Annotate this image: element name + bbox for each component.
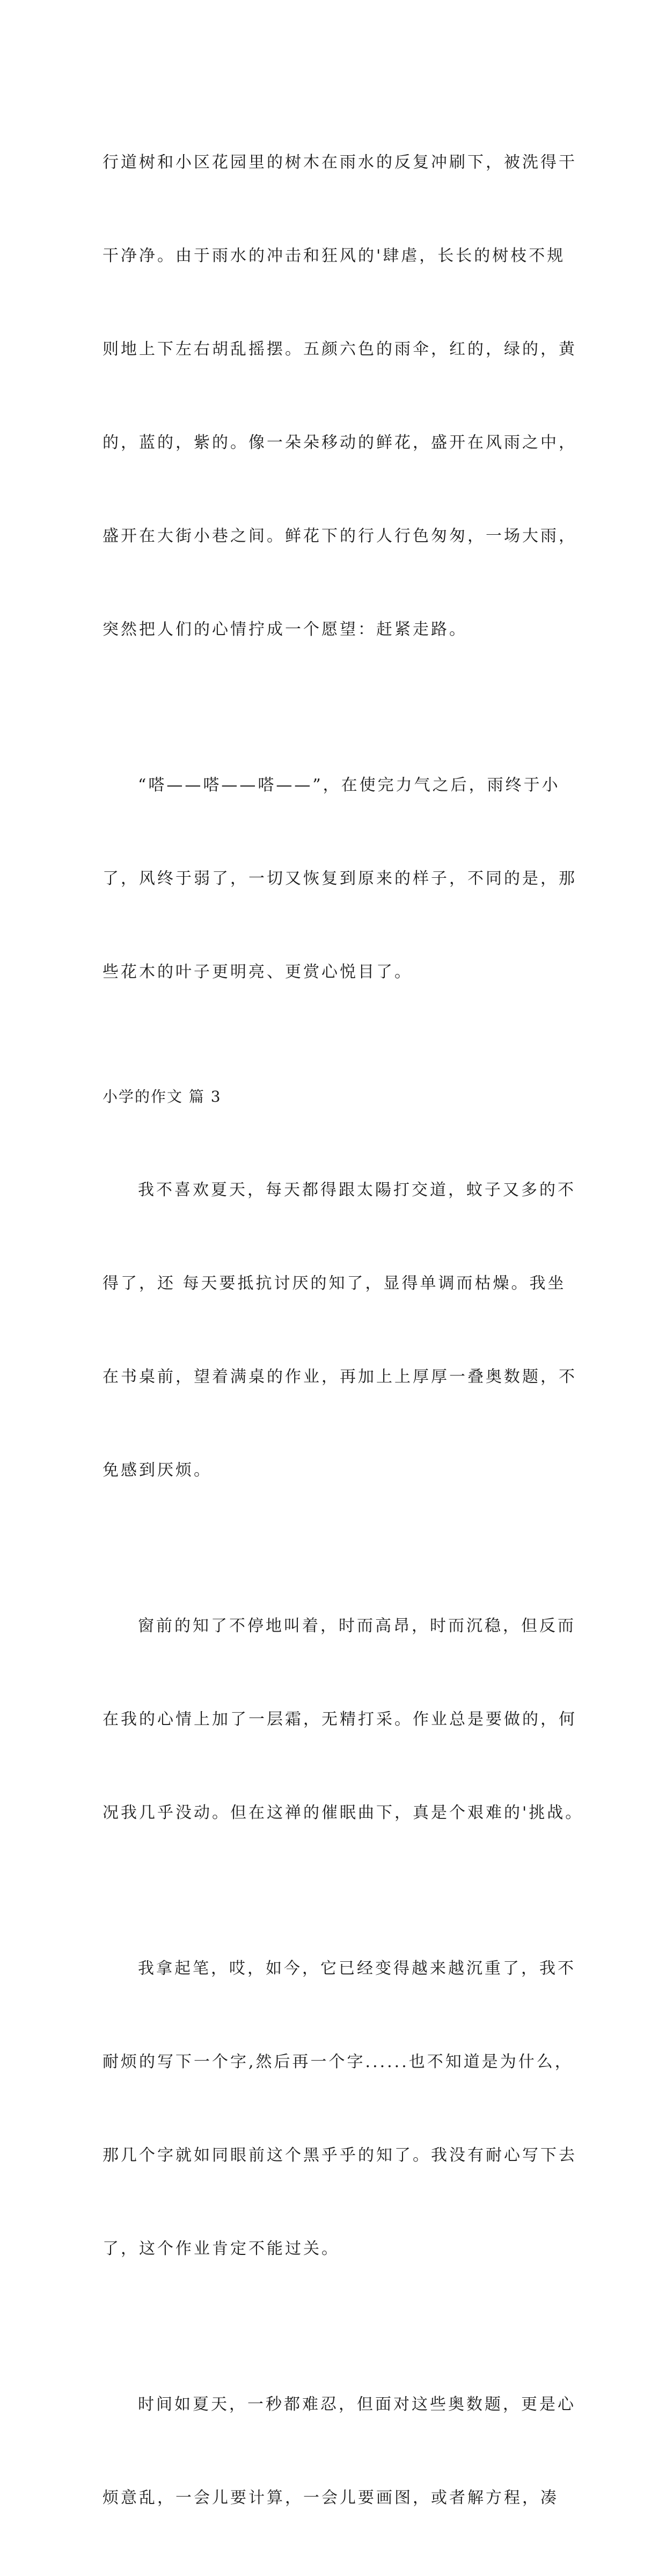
text-line: “嗒——嗒——嗒——”，在使完力气之后，雨终于小 [138,776,560,795]
paragraph-rain-stops [103,708,575,1050]
text-line: 的，蓝的，紫的。像一朵朵移动的鲜花，盛开在风雨之中， [103,433,577,452]
text-line: 干净净。由于雨水的冲击和狂风的'肆虐，长长的树枝不规 [103,246,566,265]
paragraph-rain-trees [103,85,575,708]
paragraph-pen [103,1891,575,2327]
text-line: 些花木的叶子更明亮、更赏心悦目了。 [103,963,413,981]
text-line: 我拿起笔，哎，如今，它已经变得越来越沉重了，我不 [138,1959,576,1978]
text-line: 得了，还 每天要抵抗讨厌的知了，显得单调而枯燥。我坐 [103,1274,566,1293]
text-line: 盛开在大街小巷之间。鲜花下的行人行色匆匆，一场大雨， [103,527,577,545]
section-gap [103,1050,575,1081]
text-line: 了，风终于弱了，一切又恢复到原来的样子，不同的是，那 [103,869,577,888]
text-line: 那几个字就如同眼前这个黑乎乎的知了。我没有耐心写下去 [103,2146,577,2165]
text-line: 况我几乎没动。但在这禅的催眠曲下，真是个艰难的'挑战。 [103,1803,584,1822]
section-heading: 小学的作文 篇 3 [103,1088,222,1105]
text-line: 突然把人们的心情拧成一个愿望：赶紧走路。 [103,620,467,639]
text-line: 我不喜欢夏天，每天都得跟太陽打交道，蚊子又多的不 [138,1181,576,1199]
text-line: 免感到厌烦。 [103,1461,212,1480]
text-line: 行道树和小区花园里的树木在雨水的反复冲刷下，被洗得干 [103,153,577,172]
text-line: 时间如夏天，一秒都难忍，但面对这些奥数题，更是心 [138,2395,576,2414]
paragraph-time [103,2327,575,2576]
text-line: 则地上下左右胡乱摇摆。五颜六色的雨伞，红的，绿的，黄 [103,340,577,359]
text-line: 窗前的知了不停地叫着，时而高昂，时而沉稳，但反而 [138,1617,576,1635]
paragraph-cicada [103,1548,584,1891]
text-line: 烦意乱，一会儿要计算，一会儿要画图，或者解方程，凑 [103,2488,559,2507]
paragraph-summer [103,1112,575,1548]
text-line: 耐烦的写下一个字,然后再一个字......也不知道是为什么， [103,2053,573,2071]
text-line: 在我的心情上加了一层霜，无精打采。作业总是要做的，何 [103,1710,577,1729]
document-body [103,85,584,2576]
text-line: 在书桌前，望着满桌的作业，再加上上厚厚一叠奥数题，不 [103,1367,577,1386]
text-line: 了，这个作业肯定不能过关。 [103,2239,340,2258]
